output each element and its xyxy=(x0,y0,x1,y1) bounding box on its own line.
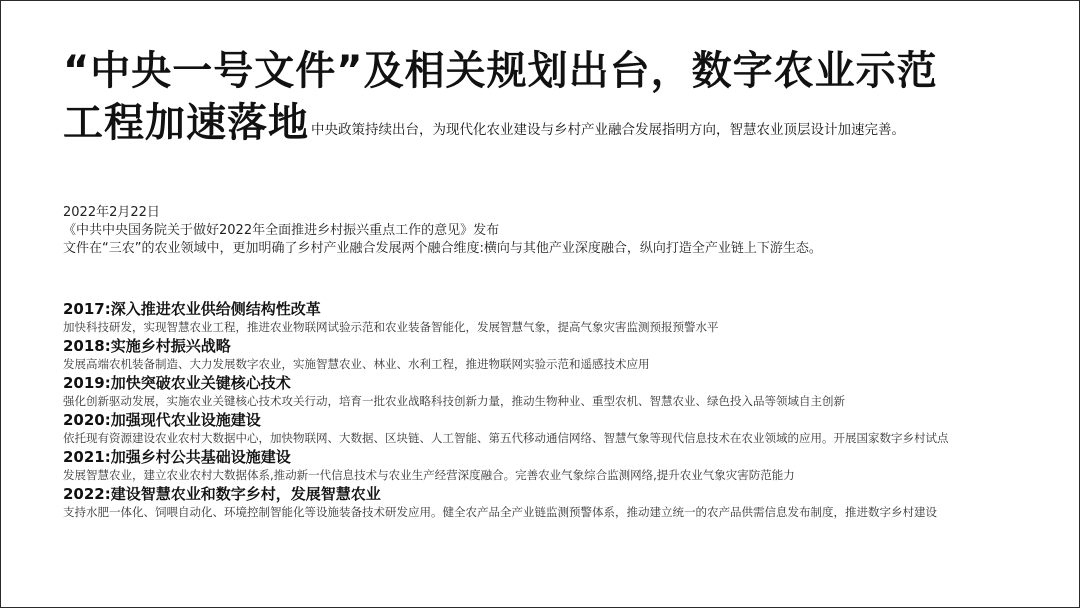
entry-detail: 支持水肥一体化、饲喂自动化、环境控制智能化等设施装备技术研发应用。健全农产品全产业链监测预警体系，推动建立统一的农产品供需信息发布制度，推进数字乡村建设 xyxy=(63,505,937,519)
intro-block xyxy=(63,204,1043,258)
entry-heading: 2022:建设智慧农业和数字乡村，发展智慧农业 xyxy=(63,485,381,503)
entry-detail: 依托现有资源建设农业农村大数据中心，加快物联网、大数据、区块链、人工智能、第五代移动通信网络、智慧气象等现代信息技术在农业领域的应用。开展国家数字乡村试点 xyxy=(63,431,949,445)
intro-summary: 文件在“三农”的农业领域中，更加明确了乡村产业融合发展两个融合维度:横向与其他产业深度融合，纵向打造全产业链上下游生态。 xyxy=(63,241,822,256)
entry-heading: 2019:加快突破农业关键核心技术 xyxy=(63,374,291,392)
timeline-entry-2020 xyxy=(63,411,1023,446)
entry-heading: 2017:深入推进农业供给侧结构性改革 xyxy=(63,300,321,318)
title-line-1: “中央一号文件”及相关规划出台，数字农业示范 xyxy=(63,48,938,94)
timeline-entry-2021 xyxy=(63,448,1023,483)
entry-heading: 2020:加强现代农业设施建设 xyxy=(63,411,261,429)
entry-detail: 加快科技研发，实现智慧农业工程，推进农业物联网试验示范和农业装备智能化，发展智慧气象，提高气象灾害监测预报预警水平 xyxy=(63,320,719,334)
entry-heading: 2018:实施乡村振兴战略 xyxy=(63,337,231,355)
entry-detail: 强化创新驱动发展，实施农业关键核心技术攻关行动，培育一批农业战略科技创新力量，推动生物种业、重型农机、智慧农业、绿色投入品等领域自主创新 xyxy=(63,394,845,408)
title-line-2-row xyxy=(63,97,1063,149)
entry-heading: 2021:加强乡村公共基础设施建设 xyxy=(63,448,291,466)
intro-date: 2022年2月22日 xyxy=(63,205,160,220)
entry-detail: 发展智慧农业，建立农业农村大数据体系,推动新一代信息技术与农业生产经营深度融合。完善农业气象综合监测网络,提升农业气象灾害防范能力 xyxy=(63,468,795,482)
timeline-entry-2017 xyxy=(63,300,1023,335)
policy-timeline xyxy=(63,300,1023,522)
timeline-entry-2019 xyxy=(63,374,1023,409)
intro-document: 《中共中央国务院关于做好2022年全面推进乡村振兴重点工作的意见》发布 xyxy=(63,223,500,238)
timeline-entry-2018 xyxy=(63,337,1023,372)
slide-title xyxy=(63,45,1063,149)
slide-subtitle: 中央政策持续出台，为现代化农业建设与乡村产业融合发展指明方向，智慧农业顶层设计加速完善。 xyxy=(311,122,905,138)
timeline-entry-2022 xyxy=(63,485,1023,520)
entry-detail: 发展高端农机装备制造、大力发展数字农业，实施智慧农业、林业、水利工程，推进物联网实验示范和遥感技术应用 xyxy=(63,357,650,371)
title-line-2: 工程加速落地 xyxy=(63,100,309,146)
